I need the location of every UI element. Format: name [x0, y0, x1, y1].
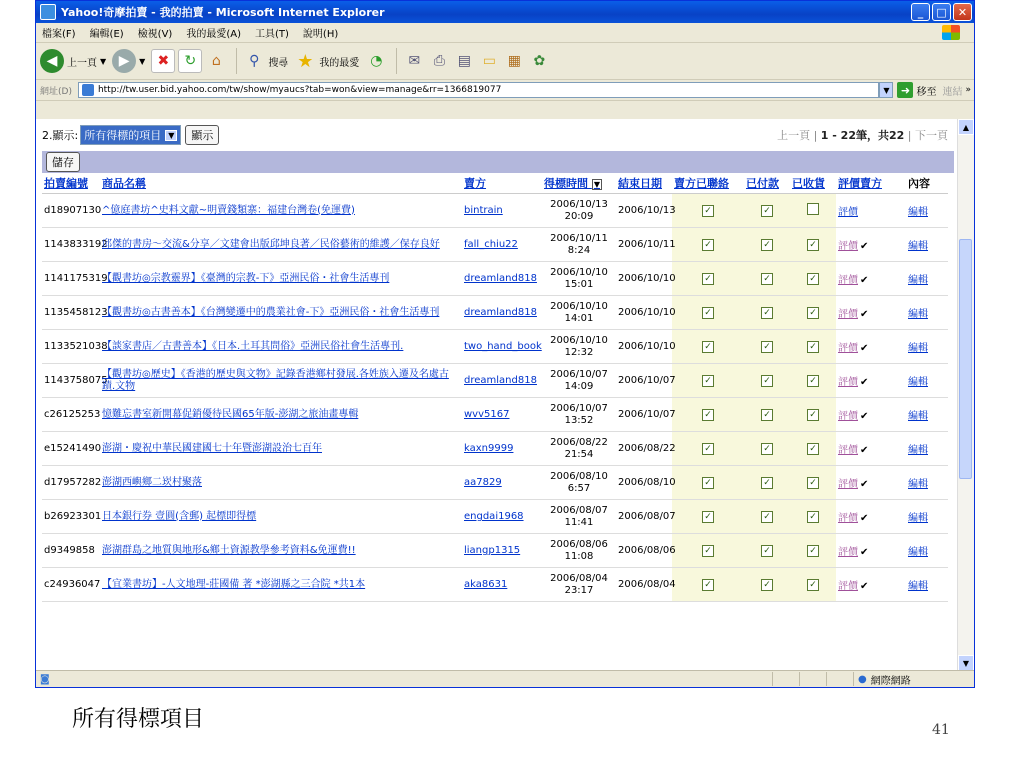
seller-link[interactable]: bintrain — [462, 194, 542, 228]
won-time: 2006/08/07 11:41 — [542, 500, 616, 534]
chevron-down-icon: ▼ — [165, 130, 177, 141]
rate-seller-link[interactable]: 評價 — [838, 207, 858, 218]
seller-contacted-checkbox[interactable]: ✓ — [702, 341, 714, 353]
edit-cell — [906, 500, 948, 534]
folder-icon[interactable]: ▭ — [482, 53, 496, 69]
seller-link[interactable]: dreamland818 — [462, 364, 542, 398]
check-mark-icon: ✔ — [860, 241, 869, 252]
slide-page-number: 41 — [932, 722, 950, 738]
received-checkbox[interactable]: ✓ — [807, 375, 819, 387]
received-cell — [790, 398, 836, 432]
check-mark-icon: ✔ — [860, 343, 869, 354]
seller-contacted-cell — [672, 568, 744, 602]
zone-indicator — [853, 672, 974, 686]
paid-checkbox[interactable]: ✓ — [761, 205, 773, 217]
seller-contacted-checkbox[interactable]: ✓ — [702, 409, 714, 421]
forward-button[interactable] — [112, 49, 145, 73]
seller-contacted-checkbox[interactable]: ✓ — [702, 443, 714, 455]
rate-seller-link[interactable]: 評價 — [838, 513, 858, 524]
auction-id: 1133521038 — [42, 330, 100, 364]
filter-value: 所有得標的項目 — [84, 129, 162, 142]
rate-cell — [836, 398, 906, 432]
rate-cell — [836, 330, 906, 364]
edit-link[interactable]: 編輯 — [908, 479, 928, 490]
end-date: 2006/08/06 — [616, 534, 672, 568]
home-icon[interactable]: ⌂ — [211, 53, 221, 69]
seller-contacted-checkbox[interactable]: ✓ — [702, 511, 714, 523]
received-checkbox[interactable]: ✓ — [807, 579, 819, 591]
paid-checkbox[interactable]: ✓ — [761, 307, 773, 319]
auction-id: b26923301 — [42, 500, 100, 534]
item-name-link[interactable]: 日本銀行券 壹圓(含郵) 起標即得標 — [100, 500, 462, 534]
rate-seller-link[interactable]: 評價 — [838, 377, 858, 388]
paid-cell — [744, 330, 790, 364]
won-time: 2006/10/11 8:24 — [542, 228, 616, 262]
windows-logo-icon — [942, 25, 960, 40]
prev-page-link[interactable]: 上一頁 — [777, 129, 811, 142]
edit-cell — [906, 364, 948, 398]
rate-seller-link[interactable]: 評價 — [838, 309, 858, 320]
maximize-button[interactable]: □ — [932, 3, 951, 21]
paid-checkbox[interactable]: ✓ — [761, 511, 773, 523]
col-won-time[interactable]: 得標時間 ▼ — [542, 173, 616, 194]
paid-cell — [744, 466, 790, 500]
edit-link[interactable]: 編輯 — [908, 343, 928, 354]
search-button[interactable] — [243, 50, 288, 72]
paid-cell — [744, 194, 790, 228]
menu-tools[interactable]: 工具(T) — [255, 29, 289, 40]
search-label: 搜尋 — [268, 57, 289, 69]
ie-app-icon — [40, 4, 56, 20]
edit-link[interactable]: 編輯 — [908, 547, 928, 558]
address-input[interactable] — [78, 82, 880, 98]
rate-cell — [836, 432, 906, 466]
vertical-scrollbar[interactable] — [957, 119, 974, 671]
seller-contacted-checkbox[interactable]: ✓ — [702, 375, 714, 387]
table-row — [42, 364, 948, 398]
auction-id: e15241490 — [42, 432, 100, 466]
received-cell — [790, 330, 836, 364]
won-time: 2006/10/07 13:52 — [542, 398, 616, 432]
check-mark-icon: ✔ — [860, 547, 869, 558]
auction-id: d9349858 — [42, 534, 100, 568]
toolbar-separator — [396, 48, 397, 74]
seller-contacted-cell — [672, 330, 744, 364]
edit-cell — [906, 262, 948, 296]
rate-cell — [836, 296, 906, 330]
auction-id: 1135458123 — [42, 296, 100, 330]
edit-link[interactable]: 編輯 — [908, 309, 928, 320]
won-time: 2006/08/04 23:17 — [542, 568, 616, 602]
rate-seller-link[interactable]: 評價 — [838, 411, 858, 422]
stop-icon[interactable]: ✖ — [151, 49, 175, 73]
rate-cell — [836, 364, 906, 398]
paid-checkbox[interactable]: ✓ — [761, 409, 773, 421]
seller-contacted-cell — [672, 534, 744, 568]
sort-icon: ▼ — [593, 180, 600, 189]
page-icon — [82, 84, 94, 96]
minimize-button[interactable]: _ — [911, 3, 930, 21]
back-label: 上一頁 — [67, 57, 97, 69]
item-name-link[interactable]: 憶難忘書室新開幕促銷優待民國65年版-澎湖之旅油畫專輯 — [100, 398, 462, 432]
menu-favorites[interactable]: 我的最愛(A) — [186, 29, 241, 40]
item-name-link[interactable]: ^億庭書坊^史料文獻~明賣錢類寨：福建台灣卷(免運費) — [100, 194, 462, 228]
received-checkbox[interactable]: ✓ — [807, 307, 819, 319]
col-content: 內容 — [906, 173, 948, 194]
item-name-link[interactable]: 【觀書坊◎宗教靈界】《臺灣的宗教-下》亞洲民俗・社會生活專刊 — [100, 262, 462, 296]
seller-contacted-cell — [672, 500, 744, 534]
go-button[interactable]: 移至 — [916, 86, 937, 98]
received-cell — [790, 534, 836, 568]
rate-seller-link[interactable]: 評價 — [838, 275, 858, 286]
won-time: 2006/08/10 6:57 — [542, 466, 616, 500]
rate-seller-link[interactable]: 評價 — [838, 343, 858, 354]
paid-cell — [744, 500, 790, 534]
table-row — [42, 568, 948, 602]
forward-arrow-icon: ▶ — [112, 49, 136, 73]
won-time: 2006/08/22 21:54 — [542, 432, 616, 466]
won-time: 2006/10/07 14:09 — [542, 364, 616, 398]
paid-cell — [744, 534, 790, 568]
scroll-down-icon[interactable]: ▼ — [958, 655, 974, 671]
seller-link[interactable]: fall_chiu22 — [462, 228, 542, 262]
edit-link[interactable]: 編輯 — [908, 445, 928, 456]
auction-id: d17957282 — [42, 466, 100, 500]
status-bar — [36, 670, 974, 687]
seller-contacted-cell — [672, 228, 744, 262]
links-chevron-icon[interactable]: » — [965, 85, 971, 95]
seller-contacted-checkbox[interactable]: ✓ — [702, 307, 714, 319]
check-mark-icon: ✔ — [860, 309, 869, 320]
check-mark-icon: ✔ — [860, 581, 869, 592]
rate-cell — [836, 534, 906, 568]
back-arrow-icon: ◀ — [40, 49, 64, 73]
page-status-icon: ◙ — [40, 673, 50, 685]
ie-window — [35, 0, 975, 688]
save-bar — [42, 151, 954, 173]
edit-cell — [906, 194, 948, 228]
paid-checkbox[interactable]: ✓ — [761, 341, 773, 353]
won-time: 2006/10/10 14:01 — [542, 296, 616, 330]
total-count: 共22 — [877, 129, 905, 142]
col-rate-seller[interactable]: 評價賣方 — [836, 173, 906, 194]
end-date: 2006/10/11 — [616, 228, 672, 262]
seller-contacted-checkbox[interactable]: ✓ — [702, 477, 714, 489]
received-cell — [790, 262, 836, 296]
seller-contacted-cell — [672, 398, 744, 432]
toolbar — [36, 43, 974, 80]
seller-link[interactable]: dreamland818 — [462, 262, 542, 296]
end-date: 2006/10/10 — [616, 296, 672, 330]
paid-checkbox[interactable]: ✓ — [761, 545, 773, 557]
end-date: 2006/10/13 — [616, 194, 672, 228]
page-range: 1 - 22筆 — [820, 129, 867, 142]
seller-contacted-checkbox[interactable]: ✓ — [702, 205, 714, 217]
title-bar — [36, 1, 974, 23]
end-date: 2006/08/04 — [616, 568, 672, 602]
favorites-button[interactable] — [294, 50, 359, 72]
paid-checkbox[interactable]: ✓ — [761, 375, 773, 387]
seller-link[interactable]: wvv5167 — [462, 398, 542, 432]
rate-cell — [836, 568, 906, 602]
paid-cell — [744, 364, 790, 398]
edit-link[interactable]: 編輯 — [908, 207, 928, 218]
paid-checkbox[interactable]: ✓ — [761, 443, 773, 455]
search-icon: ⚲ — [249, 53, 260, 69]
edit-link[interactable]: 編輯 — [908, 241, 928, 252]
auction-id: 1143758075 — [42, 364, 100, 398]
edit-link[interactable]: 編輯 — [908, 513, 928, 524]
edit-cell — [906, 398, 948, 432]
table-row — [42, 262, 948, 296]
table-row — [42, 194, 948, 228]
item-name-link[interactable]: 澎湖群島之地質與地形&鄉土資源教學參考資料&免運費!! — [100, 534, 462, 568]
rate-cell — [836, 500, 906, 534]
rate-cell — [836, 466, 906, 500]
paid-checkbox[interactable]: ✓ — [761, 579, 773, 591]
received-checkbox[interactable]: ✓ — [807, 273, 819, 285]
table-header — [42, 173, 948, 194]
seller-link[interactable]: aa7829 — [462, 466, 542, 500]
paid-checkbox[interactable]: ✓ — [761, 239, 773, 251]
seller-contacted-cell — [672, 262, 744, 296]
check-mark-icon: ✔ — [860, 411, 869, 422]
links-label[interactable]: 連結 — [942, 86, 963, 98]
save-button[interactable]: 儲存 — [46, 152, 80, 172]
back-button[interactable] — [40, 49, 106, 73]
table-row — [42, 330, 948, 364]
item-name-link[interactable]: 【觀書坊◎歷史】《香港的歷史與文物》記錄香港鄉村發展.各姓族入遷及名處古蹟.文物 — [100, 364, 462, 398]
seller-link[interactable]: kaxn9999 — [462, 432, 542, 466]
received-checkbox[interactable] — [807, 203, 819, 215]
refresh-icon[interactable]: ↻ — [178, 49, 202, 73]
rate-cell — [836, 262, 906, 296]
check-mark-icon: ✔ — [860, 275, 869, 286]
received-cell — [790, 296, 836, 330]
received-cell — [790, 500, 836, 534]
research-icon[interactable]: ▦ — [507, 53, 521, 69]
received-checkbox[interactable]: ✓ — [807, 443, 819, 455]
back-dropdown-icon: ▼ — [100, 56, 107, 66]
col-item-name[interactable]: 商品名稱 — [100, 173, 462, 194]
won-time: 2006/10/13 20:09 — [542, 194, 616, 228]
item-name-link[interactable]: 澎湖西嶼鄉二崁村聚落 — [100, 466, 462, 500]
rate-cell — [836, 228, 906, 262]
auction-id: c24936047 — [42, 568, 100, 602]
won-time: 2006/10/10 15:01 — [542, 262, 616, 296]
col-end-date[interactable]: 結束日期 — [616, 173, 672, 194]
rate-cell — [836, 194, 906, 228]
received-checkbox[interactable]: ✓ — [807, 239, 819, 251]
auction-id: d18907130 — [42, 194, 100, 228]
received-cell — [790, 466, 836, 500]
filter-select[interactable] — [80, 125, 181, 145]
col-seller-contacted[interactable]: 賣方已聯絡 — [672, 173, 744, 194]
check-mark-icon: ✔ — [860, 479, 869, 490]
edit-link[interactable]: 編輯 — [908, 411, 928, 422]
end-date: 2006/08/22 — [616, 432, 672, 466]
edit-cell — [906, 466, 948, 500]
zone-label: 網際網路 — [870, 675, 911, 687]
page-content — [36, 119, 958, 671]
pagination: 上一頁 | 1 - 22筆，共22 | 下一頁 — [777, 129, 948, 142]
close-button[interactable]: ✕ — [953, 3, 972, 21]
table-row — [42, 398, 948, 432]
received-checkbox[interactable]: ✓ — [807, 341, 819, 353]
col-seller[interactable]: 賣方 — [462, 173, 542, 194]
edit-cell — [906, 534, 948, 568]
seller-contacted-checkbox[interactable]: ✓ — [702, 239, 714, 251]
next-page-link[interactable]: 下一頁 — [915, 129, 948, 142]
seller-link[interactable]: aka8631 — [462, 568, 542, 602]
table-row — [42, 534, 948, 568]
received-cell — [790, 194, 836, 228]
paid-cell — [744, 296, 790, 330]
table-row — [42, 500, 948, 534]
item-name-link[interactable]: 邱傑的書房～交流&分享／文建會出版邱坤良著／民俗藝術的維護／保存良好 — [100, 228, 462, 262]
address-bar — [36, 80, 974, 101]
auction-id: c26125253 — [42, 398, 100, 432]
menu-help[interactable]: 說明(H) — [302, 29, 339, 40]
paid-cell — [744, 262, 790, 296]
seller-link[interactable]: two_hand_book — [462, 330, 542, 364]
paid-checkbox[interactable]: ✓ — [761, 477, 773, 489]
rate-seller-link[interactable]: 評價 — [838, 547, 858, 558]
edit-cell — [906, 228, 948, 262]
show-button[interactable]: 顯示 — [185, 125, 219, 145]
table-row — [42, 466, 948, 500]
seller-contacted-checkbox[interactable]: ✓ — [702, 579, 714, 591]
display-label: 2.顯示: — [42, 129, 79, 142]
table-row — [42, 432, 948, 466]
end-date: 2006/08/10 — [616, 466, 672, 500]
address-dropdown-icon[interactable]: ▼ — [879, 82, 893, 98]
edit-link[interactable]: 編輯 — [908, 581, 928, 592]
seller-contacted-checkbox[interactable]: ✓ — [702, 545, 714, 557]
received-checkbox[interactable]: ✓ — [807, 545, 819, 557]
favorites-label: 我的最愛 — [319, 57, 360, 69]
toolbar-separator — [236, 48, 237, 74]
item-name-link[interactable]: 【宜業書坊】-人文地理-莊國備 著 *澎湖縣之三合院 *共1本 — [100, 568, 462, 602]
seller-link[interactable]: dreamland818 — [462, 296, 542, 330]
messenger-icon[interactable]: ✿ — [533, 53, 546, 69]
check-mark-icon: ✔ — [860, 377, 869, 388]
table-row — [42, 228, 948, 262]
address-url: http://tw.user.bid.yahoo.com/tw/show/myaucs?tab=won&view=manage&rr=1366819077 — [97, 85, 502, 95]
window-title: Yahoo!奇摩拍賣 - 我的拍賣 - Microsoft Internet Explorer — [61, 6, 385, 19]
scroll-up-icon[interactable]: ▲ — [958, 119, 974, 135]
received-cell — [790, 228, 836, 262]
paid-cell — [744, 568, 790, 602]
check-mark-icon: ✔ — [860, 445, 869, 456]
seller-contacted-cell — [672, 364, 744, 398]
rate-seller-link[interactable]: 評價 — [838, 479, 858, 490]
end-date: 2006/10/10 — [616, 262, 672, 296]
received-checkbox[interactable]: ✓ — [807, 477, 819, 489]
check-mark-icon: ✔ — [860, 513, 869, 524]
item-name-link[interactable]: 【談家書店／古書善本】《日本.土耳其問俗》亞洲民俗社會生活專刊. — [100, 330, 462, 364]
star-icon: ★ — [297, 50, 314, 72]
edit-cell — [906, 296, 948, 330]
menu-bar — [36, 23, 974, 43]
seller-contacted-cell — [672, 466, 744, 500]
forward-dropdown-icon: ▼ — [139, 56, 146, 66]
seller-link[interactable]: engdai1968 — [462, 500, 542, 534]
col-received[interactable]: 已收貨 — [790, 173, 836, 194]
paid-cell — [744, 228, 790, 262]
seller-contacted-checkbox[interactable]: ✓ — [702, 273, 714, 285]
menu-edit[interactable]: 編輯(E) — [89, 29, 124, 40]
edit-link[interactable]: 編輯 — [908, 275, 928, 286]
menu-view[interactable]: 檢視(V) — [137, 29, 173, 40]
auction-id: 1141175319 — [42, 262, 100, 296]
go-arrow-icon[interactable]: ➜ — [897, 82, 913, 98]
rate-seller-link[interactable]: 評價 — [838, 581, 858, 592]
received-checkbox[interactable]: ✓ — [807, 511, 819, 523]
rate-seller-link[interactable]: 評價 — [838, 241, 858, 252]
paid-cell — [744, 432, 790, 466]
edit-cell — [906, 330, 948, 364]
paid-checkbox[interactable]: ✓ — [761, 273, 773, 285]
rate-seller-link[interactable]: 評價 — [838, 445, 858, 456]
edit-cell — [906, 432, 948, 466]
end-date: 2006/10/10 — [616, 330, 672, 364]
end-date: 2006/10/07 — [616, 364, 672, 398]
col-paid[interactable]: 已付款 — [744, 173, 790, 194]
address-label: 網址(D) — [40, 86, 72, 97]
edit-cell — [906, 568, 948, 602]
scroll-thumb[interactable] — [959, 239, 972, 479]
received-cell — [790, 568, 836, 602]
menu-file[interactable]: 檔案(F) — [42, 29, 76, 40]
edit-link[interactable]: 編輯 — [908, 377, 928, 388]
display-controls — [36, 119, 958, 151]
end-date: 2006/08/07 — [616, 500, 672, 534]
seller-contacted-cell — [672, 194, 744, 228]
paid-cell — [744, 398, 790, 432]
received-cell — [790, 432, 836, 466]
table-row — [42, 296, 948, 330]
auction-id: 1143833192 — [42, 228, 100, 262]
seller-link[interactable]: liangp1315 — [462, 534, 542, 568]
col-auction-id[interactable]: 拍賣編號 — [42, 173, 100, 194]
received-cell — [790, 364, 836, 398]
item-name-link[interactable]: 【觀書坊◎古書善本】《台灣變遷中的農業社會-下》亞洲民俗・社會生活專刊 — [100, 296, 462, 330]
slide-caption: 所有得標項目 — [72, 707, 205, 732]
item-name-link[interactable]: 澎湖・慶祝中華民國建國七十年暨澎湖設治七百年 — [100, 432, 462, 466]
won-items-table — [42, 173, 948, 602]
seller-contacted-cell — [672, 432, 744, 466]
mail-icon[interactable]: ✉ — [408, 53, 421, 69]
edit-page-icon[interactable]: ▤ — [457, 53, 471, 69]
history-icon[interactable]: ◔ — [370, 53, 383, 69]
globe-icon: ● — [858, 673, 867, 685]
end-date: 2006/10/07 — [616, 398, 672, 432]
seller-contacted-cell — [672, 296, 744, 330]
print-icon[interactable]: ⎙ — [433, 53, 445, 69]
won-time: 2006/08/06 11:08 — [542, 534, 616, 568]
received-checkbox[interactable]: ✓ — [807, 409, 819, 421]
won-time: 2006/10/10 12:32 — [542, 330, 616, 364]
